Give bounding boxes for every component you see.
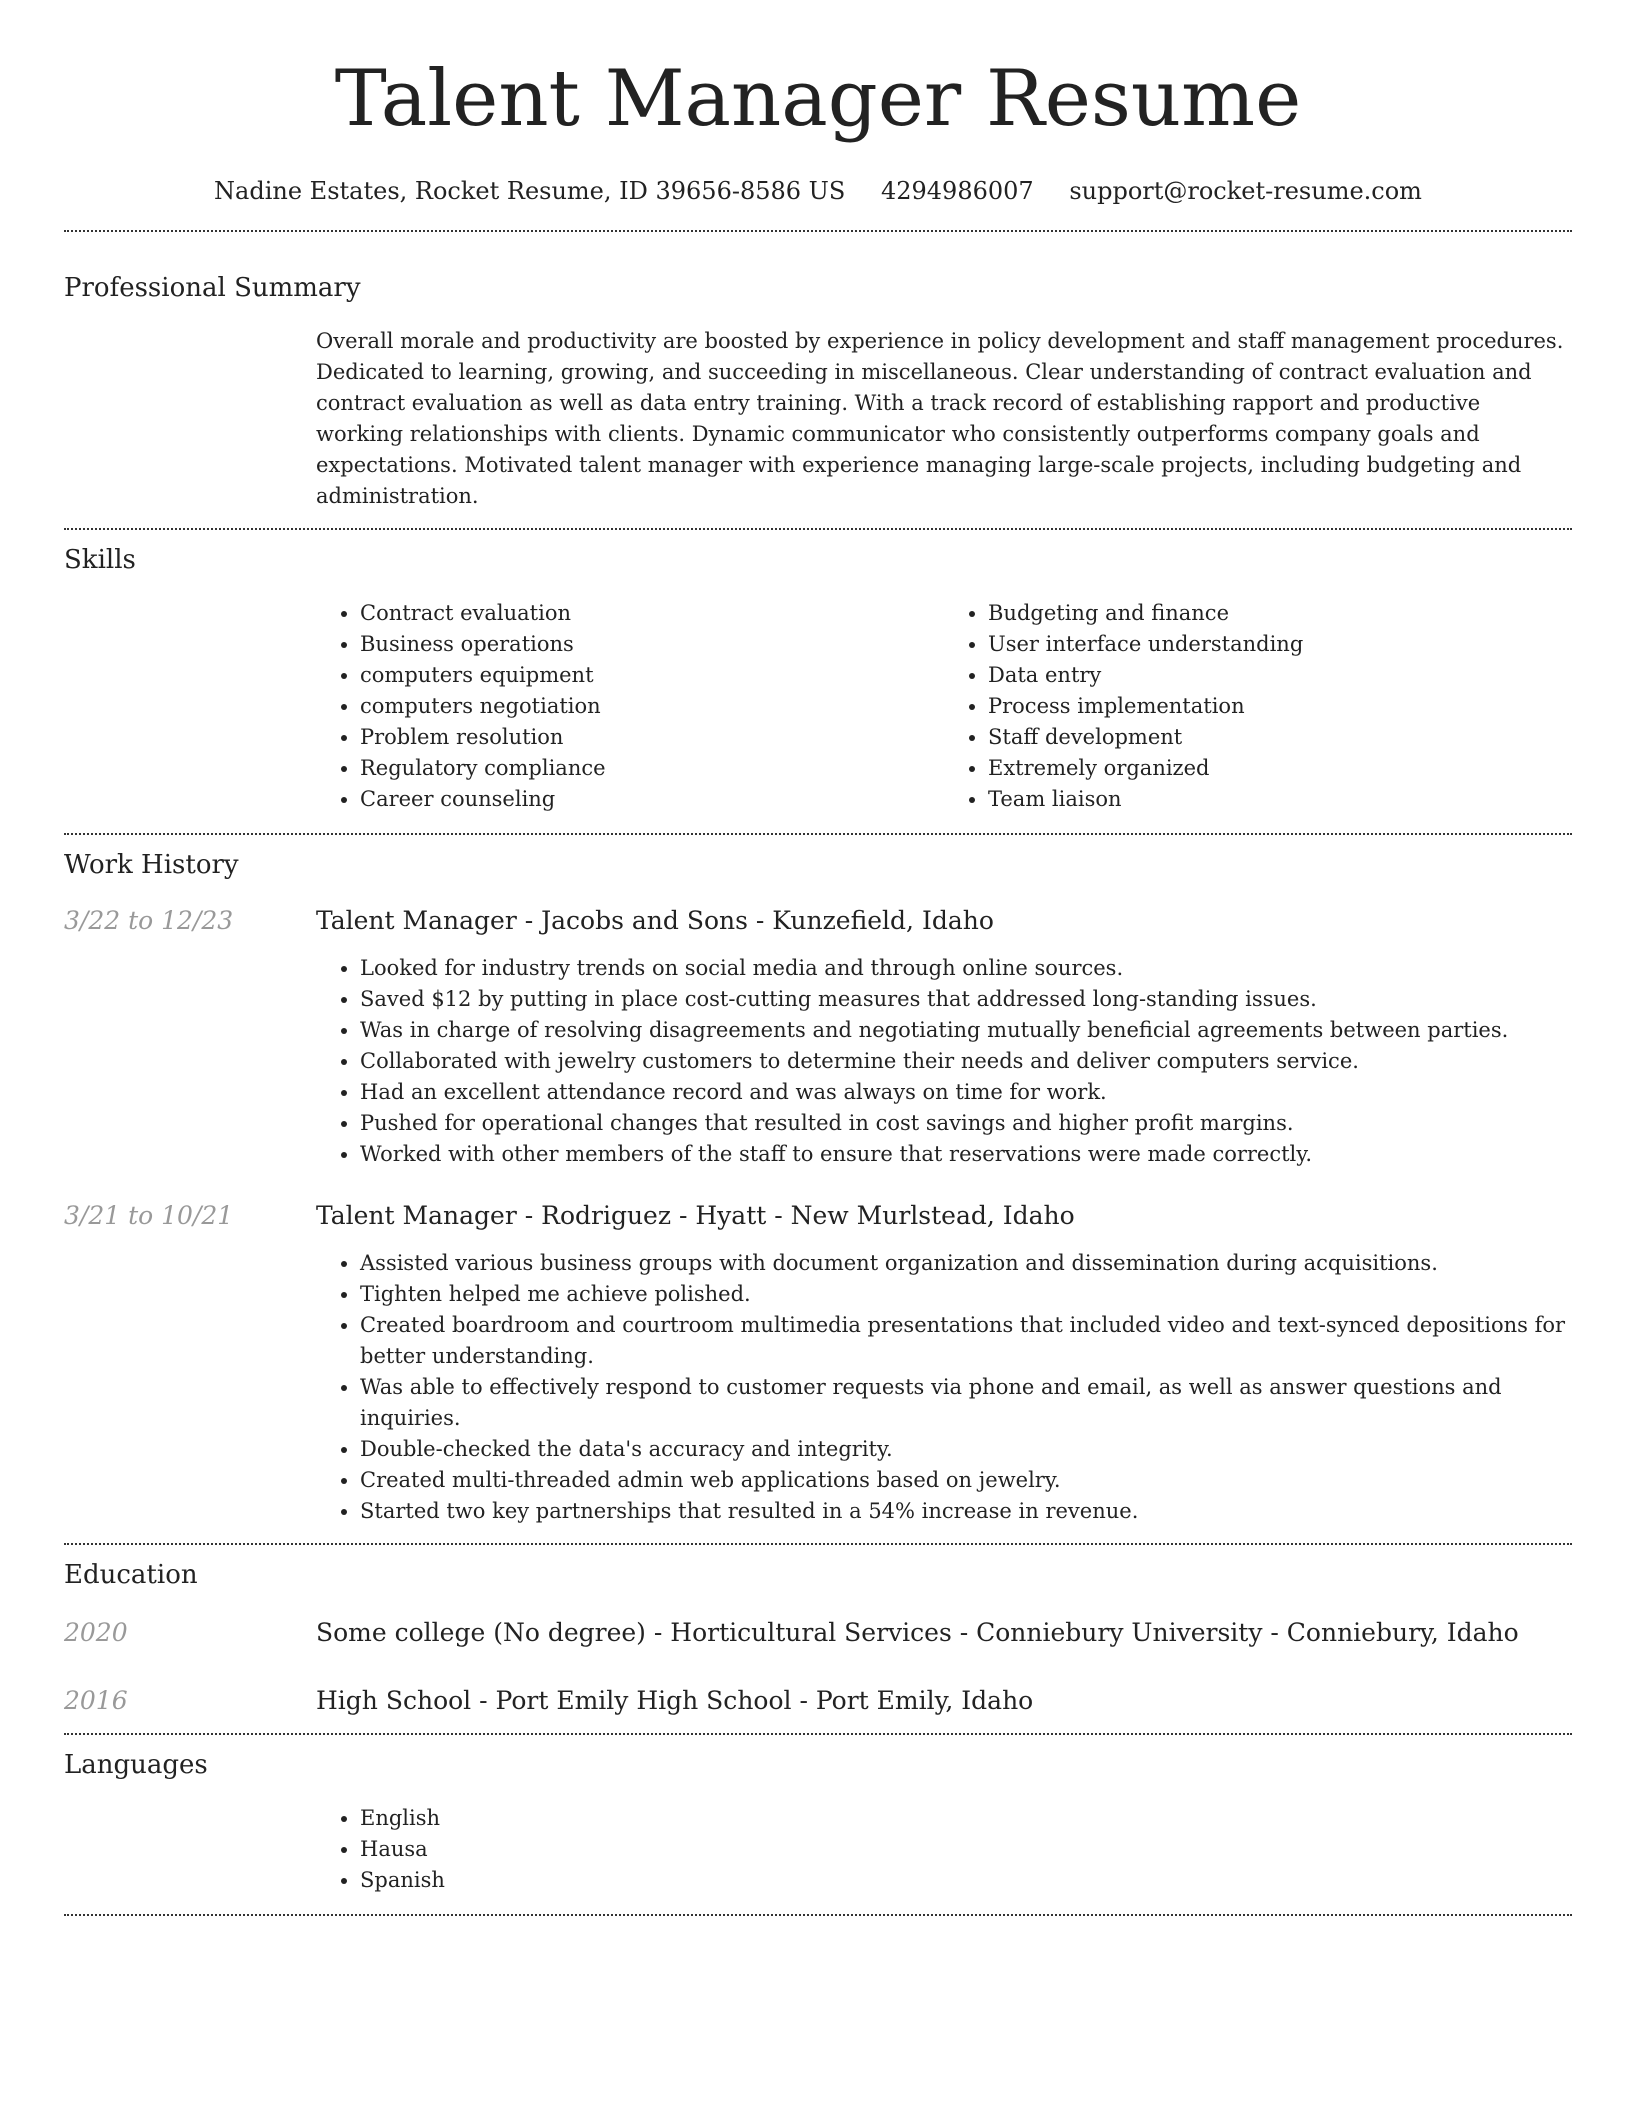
contact-email: support@rocket-resume.com [1069, 177, 1422, 205]
list-item: • Problem resolution [360, 722, 944, 753]
section-divider [64, 1914, 1572, 1916]
resume-title: Talent Manager Resume [334, 54, 1302, 144]
list-item: • Career counseling [360, 784, 944, 815]
list-item: • Saved $12 by putting in place cost-cutting measures that addressed long-standing issues. [360, 984, 1572, 1015]
section-divider [64, 833, 1572, 835]
education-year: 2016 [64, 1686, 128, 1715]
section-divider [64, 1733, 1572, 1735]
summary-text: Overall morale and productivity are boosted by experience in policy development and staff management procedures. Dedicated to learning, growing, and succeeding in miscellaneous. Clear understanding of contract evaluation and contract evaluation as well as data entry training. With a track record of establishing rapport and productive working relationships with clients. Dynamic communicator who consistently outperforms company goals and expectations. Motivated talent manager with experience managing large-scale projects, including budgeting and administration. [316, 329, 1564, 508]
skills-list-right [944, 598, 1572, 815]
contact-address: Nadine Estates, Rocket Resume, ID 39656-8586 US [214, 177, 846, 205]
list-item: • Was in charge of resolving disagreements and negotiating mutually beneficial agreements between parties. [360, 1015, 1572, 1046]
list-item: • computers equipment [360, 660, 944, 691]
section-divider [64, 230, 1572, 232]
list-item: • Spanish [360, 1865, 1572, 1896]
section-divider [64, 1543, 1572, 1545]
list-item: • Data entry [988, 660, 1572, 691]
contact-phone: 4294986007 [880, 177, 1034, 205]
list-item: • Created boardroom and courtroom multimedia presentations that included video and text-synced depositions for better understanding. [360, 1310, 1572, 1372]
languages-list [316, 1803, 1572, 1896]
skills-grid [316, 598, 1572, 815]
education-entry [64, 1685, 1572, 1717]
list-item: • Business operations [360, 629, 944, 660]
work-heading: Work History [64, 850, 239, 880]
education-details: High School - Port Emily High School - Port Emily, Idaho [316, 1686, 1034, 1715]
list-item: • Budgeting and finance [988, 598, 1572, 629]
list-item: • Looked for industry trends on social media and through online sources. [360, 953, 1572, 984]
list-item: • computers negotiation [360, 691, 944, 722]
job-title: Talent Manager - Rodriguez - Hyatt - New Murlstead, Idaho [316, 1201, 1075, 1230]
job-dates: 3/21 to 10/21 [64, 1201, 234, 1230]
list-item: • Had an excellent attendance record and was always on time for work. [360, 1077, 1572, 1108]
list-item: • Worked with other members of the staff to ensure that reservations were made correctly. [360, 1139, 1572, 1170]
list-item: • Team liaison [988, 784, 1572, 815]
job-entry [64, 905, 1572, 937]
list-item: • Created multi-threaded admin web applications based on jewelry. [360, 1465, 1572, 1496]
list-item: • Tighten helped me achieve polished. [360, 1279, 1572, 1310]
education-year: 2020 [64, 1618, 128, 1647]
education-details: Some college (No degree) - Horticultural Services - Conniebury University - Conniebury, Idaho [316, 1618, 1519, 1647]
job-bullets [316, 953, 1572, 1170]
list-item: • Started two key partnerships that resulted in a 54% increase in revenue. [360, 1496, 1572, 1527]
skills-heading: Skills [64, 545, 136, 575]
job-entry [64, 1200, 1572, 1232]
list-item: • Assisted various business groups with document organization and dissemination during acquisitions. [360, 1248, 1572, 1279]
skills-list-left [316, 598, 944, 815]
summary-heading: Professional Summary [64, 273, 361, 303]
list-item: • Extremely organized [988, 753, 1572, 784]
list-item: • User interface understanding [988, 629, 1572, 660]
education-heading: Education [64, 1560, 198, 1590]
job-bullets [316, 1248, 1572, 1527]
list-item: • Staff development [988, 722, 1572, 753]
list-item: • Pushed for operational changes that resulted in cost savings and higher profit margins. [360, 1108, 1572, 1139]
list-item: • Was able to effectively respond to customer requests via phone and email, as well as answer questions and inquiries. [360, 1372, 1572, 1434]
education-entry [64, 1617, 1572, 1649]
list-item: • Collaborated with jewelry customers to determine their needs and deliver computers service. [360, 1046, 1572, 1077]
list-item: • Double-checked the data's accuracy and integrity. [360, 1434, 1572, 1465]
section-divider [64, 528, 1572, 530]
contact-line [64, 176, 1572, 206]
languages-heading: Languages [64, 1750, 208, 1780]
list-item: • Regulatory compliance [360, 753, 944, 784]
list-item: • English [360, 1803, 1572, 1834]
list-item: • Contract evaluation [360, 598, 944, 629]
resume-page [64, 0, 1572, 1916]
job-dates: 3/22 to 12/23 [64, 906, 234, 935]
job-title: Talent Manager - Jacobs and Sons - Kunzefield, Idaho [316, 906, 994, 935]
list-item: • Process implementation [988, 691, 1572, 722]
list-item: • Hausa [360, 1834, 1572, 1865]
